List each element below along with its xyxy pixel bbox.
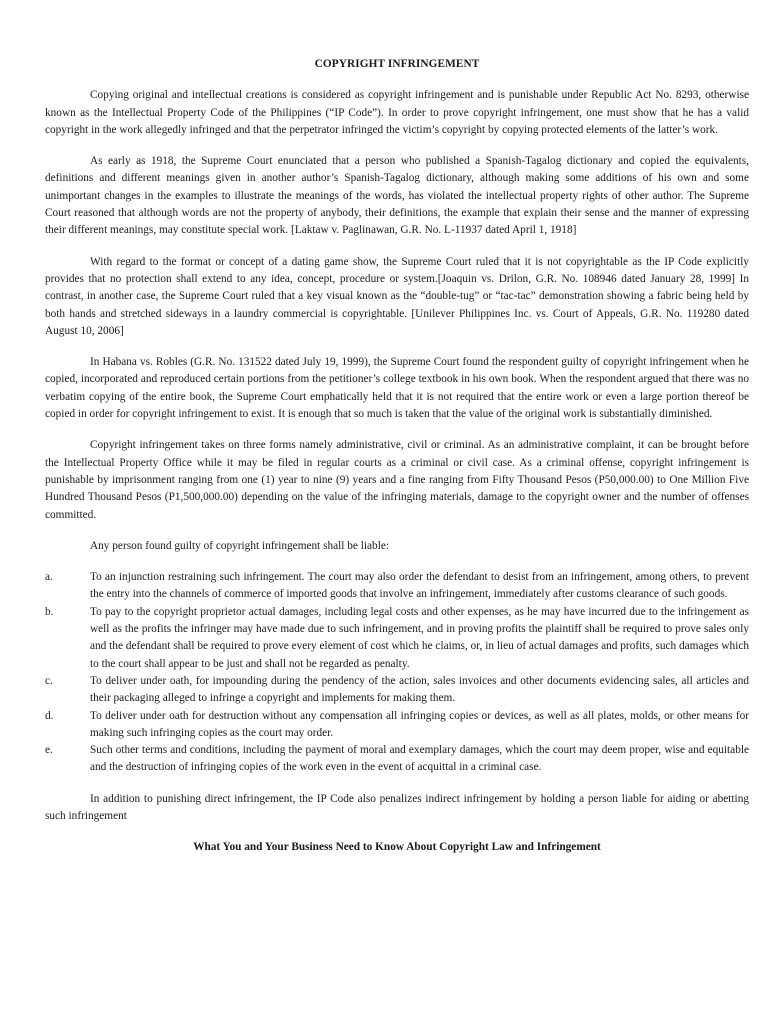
list-item-text: To pay to the copyright proprietor actual damages, including legal costs and other expenses, as he may have incurred due to the infringement as well as the profits the infringer may have made due to such infringement, and in proving profits the plaintiff shall be required to prove sales only and the defendant shall be required to prove every element of cost which he claims, or, in lieu of actual damages and profits, such damages which to the court shall appear to be just and shall not be regarded as penalty. <box>90 605 749 670</box>
list-item <box>45 604 749 673</box>
paragraph-intro: Copying original and intellectual creations is considered as copyright infringement and is punishable under Republic Act No. 8293, otherwise known as the Intellectual Property Code of the Philippines (“IP Code”). In order to prove copyright infringement, one must show that he has a valid copyright in the work allegedly infringed and that the perpetrator infringed the victim’s copyright by copying protected elements of the latter’s work. <box>45 89 749 136</box>
list-item <box>45 569 749 604</box>
document-page <box>45 56 749 857</box>
paragraph-laktaw-case: As early as 1918, the Supreme Court enunciated that a person who published a Spanish-Tagalog dictionary and copied the equivalents, definitions and different meanings given in another author’s Spanish-Tagalog dictionary, although making some additions of his own and some unimportant changes in the examples to illustrate the meanings of the words, has violated the intellectual property rights of other author. The Supreme Court reasoned that although words are not the property of anybody, their definitions, the example that explain their sense and the manner of expressing their different meanings, may constitute special work. [Laktaw v. Paglinawan, G.R. No. L-11937 dated April 1, 1918] <box>45 155 749 237</box>
liability-list <box>45 569 749 777</box>
paragraph-indirect-infringement: In addition to punishing direct infringement, the IP Code also penalizes indirect infringement by holding a person liable for aiding or abetting such infringement <box>45 792 749 822</box>
list-item-text: To an injunction restraining such infringement. The court may also order the defendant to desist from an infringement, among others, to prevent the entry into the channels of commerce of imported goods that involve an infringement, immediately after customs clearance of such goods. <box>90 571 749 601</box>
list-item <box>45 708 749 743</box>
list-marker: e. <box>45 744 53 757</box>
paragraph-dating-show-case: With regard to the format or concept of a dating game show, the Supreme Court ruled that it is not copyrightable as the IP Code explicitly provides that no protection shall extend to any idea, concept, procedure or system.[Joaquin vs. Drilon, G.R. No. 108946 dated January 28, 1999] In contrast, in another case, the Supreme Court ruled that a key visual known as the “double-tug” or “tac-tac” demonstration showing a fabric being held by both hands and stretched sideways in a laundry commercial is copyrightable. [Unilever Philippines Inc. vs. Court of Appeals, G.R. No. 119280 dated August 10, 2006] <box>45 255 749 337</box>
paragraph-habana-case: In Habana vs. Robles (G.R. No. 131522 dated July 19, 1999), the Supreme Court found the respondent guilty of copyright infringement when he copied, incorporated and reproduced certain portions from the petitioner’s college textbook in his own book. When the respondent argued that there was no verbatim copying of the entire book, the Supreme Court emphatically held that it is not required that the entire work or even a large portion thereof be copied in order for copyright infringement to exist. It is enough that so much is taken that the value of the original work is substantially diminished. <box>45 356 749 421</box>
list-item-text: Such other terms and conditions, including the payment of moral and exemplary damages, which the court may deem proper, wise and equitable and the destruction of infringing copies of the work even in the event of acquittal in a criminal case. <box>90 744 749 774</box>
section-subheading: What You and Your Business Need to Know About Copyright Law and Infringement <box>193 841 601 854</box>
list-marker: c. <box>45 674 53 687</box>
paragraph-infringement-forms: Copyright infringement takes on three forms namely administrative, civil or criminal. As an administrative complaint, it can be brought before the Intellectual Property Office while it may be filed in regular courts as a criminal or civil case. As a criminal offense, copyright infringement is punishable by imprisonment ranging from one (1) year to nine (9) years and a fine ranging from Fifty Thousand Pesos (P50,000.00) to One Million Five Hundred Thousand Pesos (P1,500,000.00) depending on the value of the infringing materials, damage to the copyright owner and the number of offenses committed. <box>45 439 749 521</box>
list-item <box>45 742 749 777</box>
document-title: COPYRIGHT INFRINGEMENT <box>314 58 480 70</box>
list-marker: d. <box>45 709 54 722</box>
list-item-text: To deliver under oath, for impounding during the pendency of the action, sales invoices and other documents evidencing sales, all articles and their packaging alleged to infringe a copyright and implements for making them. <box>90 674 749 705</box>
liability-intro: Any person found guilty of copyright infringement shall be liable: <box>90 539 389 552</box>
list-item-text: To deliver under oath for destruction without any compensation all infringing copies or devices, as well as all plates, molds, or other means for making such infringing copies as the court may order. <box>90 709 749 739</box>
list-marker: b. <box>45 605 54 618</box>
list-item <box>45 673 749 708</box>
list-marker: a. <box>45 571 53 584</box>
